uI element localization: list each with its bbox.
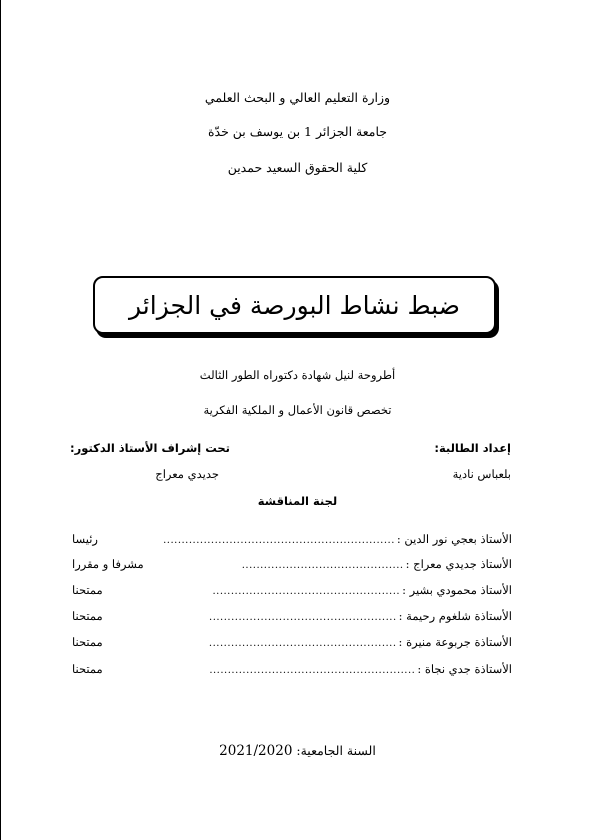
ministry-name: وزارة التعليم العالي و البحث العلمي	[204, 90, 391, 105]
thesis-title-box	[93, 276, 496, 334]
supervisor-name: جديدي معراج	[155, 467, 219, 481]
member-name: الأستاذ بعجي نور الدين :	[396, 532, 512, 546]
committee-member-row	[72, 583, 512, 601]
member-name: الأستاذة جربوعة منيرة :	[398, 635, 512, 649]
academic-year	[0, 743, 595, 759]
member-name: الأستاذ جديدي معراج :	[405, 557, 512, 571]
thesis-specialty: تخصص قانون الأعمال و الملكية الفكرية	[203, 403, 392, 417]
member-role: ممتحنا	[72, 609, 103, 623]
member-dots: ...................................................	[212, 586, 401, 597]
supervisor-label: تحت إشراف الأستاذ الدكتور:	[70, 441, 230, 455]
member-dots: ............................................	[241, 560, 404, 571]
thesis-type: أطروحة لنيل شهادة دكتوراه الطور الثالث	[199, 368, 396, 382]
member-role: ممتحنا	[72, 662, 103, 676]
student-name: بلعباس نادية	[452, 467, 511, 481]
member-name: الأستاذة شلغوم رحيمة :	[398, 609, 512, 623]
committee-member-row	[72, 557, 512, 575]
committee-member-row	[72, 609, 512, 627]
academic-year-value: 2021/2020	[219, 743, 293, 759]
academic-year-label: السنة الجامعية:	[296, 743, 376, 758]
member-role: مشرفا و مقررا	[72, 557, 144, 571]
member-role: ممتحنا	[72, 583, 103, 597]
member-dots: ...................................................	[209, 612, 397, 623]
member-role: ممتحنا	[72, 635, 103, 649]
faculty-name: كلية الحقوق السعيد حمدين	[227, 160, 368, 175]
member-name: الأستاذة جدي نجاة :	[417, 662, 512, 676]
student-label: إعداد الطالبة:	[434, 441, 511, 455]
university-name: جامعة الجزائر 1 بن يوسف بن خدّة	[207, 124, 388, 139]
member-dots: ...............................................................	[163, 535, 395, 546]
committee-heading: لجنة المناقشة	[257, 494, 338, 508]
member-dots: ........................................................	[209, 665, 416, 676]
committee-member-row	[72, 532, 512, 550]
committee-member-row	[72, 662, 512, 680]
member-role: رئيسا	[72, 532, 98, 546]
thesis-title: ضبط نشاط البورصة في الجزائر	[129, 290, 460, 320]
committee-member-row	[72, 635, 512, 653]
member-name: الأستاذ محمودي بشير :	[402, 583, 512, 597]
member-dots: ...................................................	[208, 638, 397, 649]
